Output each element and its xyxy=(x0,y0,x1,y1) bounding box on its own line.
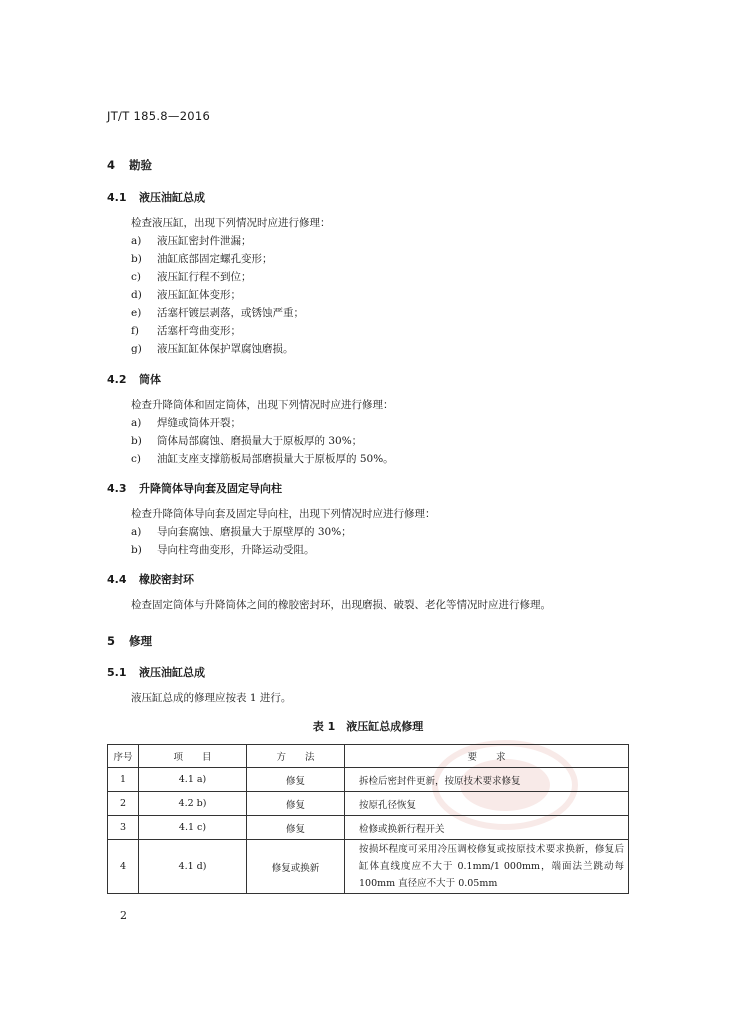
subsection-5-1-heading xyxy=(107,664,205,680)
list-text: 活塞杆弯曲变形； xyxy=(157,325,241,337)
subsection-number: 4.3 xyxy=(107,482,127,495)
list-text: 液压缸密封件泄漏； xyxy=(157,235,252,247)
list-marker: a) xyxy=(131,235,142,247)
list-marker: a) xyxy=(131,417,142,429)
section-4-heading xyxy=(107,157,152,173)
list-item xyxy=(131,524,352,539)
header-cell-item: 项 目 xyxy=(139,745,247,768)
cell-method: 修复 xyxy=(247,792,345,816)
paragraph: 检查固定筒体与升降筒体之间的橡胶密封环，出现磨损、破裂、老化等情况时应进行修理。 xyxy=(131,599,551,611)
repair-table xyxy=(107,744,629,894)
cell-item: 4.1 c) xyxy=(139,816,247,840)
paragraph: 检查升降筒体导向套及固定导向柱，出现下列情况时应进行修理： xyxy=(131,508,436,520)
table-row xyxy=(108,816,629,840)
list-text: 油缸底部固定螺孔变形； xyxy=(157,253,273,265)
list-text: 液压缸行程不到位； xyxy=(157,271,252,283)
subsection-title: 升降筒体导向套及固定导向柱 xyxy=(139,482,282,495)
table-row xyxy=(108,792,629,816)
list-item xyxy=(131,451,394,466)
standard-code: JT/T 185.8—2016 xyxy=(107,109,211,123)
header-cell-no: 序号 xyxy=(108,745,139,768)
list-text: 油缸支座支撑筋板局部磨损量大于原板厚的 50%。 xyxy=(157,453,394,465)
cell-requirement: 拆检后密封件更新，按原技术要求修复 xyxy=(345,768,629,792)
subsection-title: 液压油缸总成 xyxy=(139,191,205,204)
subsection-title: 筒体 xyxy=(139,373,161,386)
header-cell-method: 方 法 xyxy=(247,745,345,768)
cell-method: 修复 xyxy=(247,768,345,792)
list-marker: e) xyxy=(131,307,142,319)
cell-item: 4.1 d) xyxy=(139,840,247,894)
subsection-4-1-heading xyxy=(107,189,205,205)
subsection-4-2-heading xyxy=(107,371,161,387)
list-marker: b) xyxy=(131,544,142,556)
cell-method: 修复或换新 xyxy=(247,840,345,894)
page-number: 2 xyxy=(120,909,127,922)
cell-requirement: 检修或换新行程开关 xyxy=(345,816,629,840)
cell-no: 2 xyxy=(108,792,139,816)
table-title: 表 1 液压缸总成修理 xyxy=(312,720,424,733)
list-text: 活塞杆镀层剥落，或锈蚀严重； xyxy=(157,307,304,319)
list-item xyxy=(131,433,362,448)
list-item xyxy=(131,251,273,266)
table-row xyxy=(108,840,629,894)
list-item xyxy=(131,287,241,302)
list-text: 导向套腐蚀、磨损量大于原壁厚的 30%； xyxy=(157,526,352,538)
list-text: 焊缝或筒体开裂； xyxy=(157,417,241,429)
subsection-number: 5.1 xyxy=(107,666,127,679)
header-cell-requirement: 要 求 xyxy=(345,745,629,768)
list-marker: a) xyxy=(131,526,142,538)
cell-no: 3 xyxy=(108,816,139,840)
cell-method: 修复 xyxy=(247,816,345,840)
table-header-row xyxy=(108,745,629,768)
list-item xyxy=(131,341,294,356)
list-text: 液压缸缸体变形； xyxy=(157,289,241,301)
paragraph: 检查升降筒体和固定筒体，出现下列情况时应进行修理： xyxy=(131,399,394,411)
cell-item: 4.1 a) xyxy=(139,768,247,792)
list-marker: b) xyxy=(131,435,142,447)
list-item xyxy=(131,323,241,338)
list-item xyxy=(131,415,241,430)
subsection-title: 橡胶密封环 xyxy=(139,573,194,586)
list-text: 筒体局部腐蚀、磨损量大于原板厚的 30%； xyxy=(157,435,363,447)
list-marker: c) xyxy=(131,271,141,283)
cell-item: 4.2 b) xyxy=(139,792,247,816)
subsection-number: 4.1 xyxy=(107,191,127,204)
paragraph: 液压缸总成的修理应按表 1 进行。 xyxy=(131,692,292,704)
section-number: 4 xyxy=(107,158,116,172)
section-5-heading xyxy=(107,633,152,649)
subsection-4-3-heading xyxy=(107,480,282,496)
list-text: 液压缸缸体保护罩腐蚀磨损。 xyxy=(157,343,294,355)
list-item xyxy=(131,233,252,248)
section-title: 勘验 xyxy=(129,158,152,172)
list-item xyxy=(131,305,304,320)
list-item xyxy=(131,269,252,284)
subsection-number: 4.2 xyxy=(107,373,127,386)
list-marker: c) xyxy=(131,453,141,465)
list-marker: f) xyxy=(131,325,139,337)
list-text: 导向柱弯曲变形，升降运动受阻。 xyxy=(157,544,315,556)
table-row xyxy=(108,768,629,792)
cell-no: 1 xyxy=(108,768,139,792)
cell-requirement: 按原孔径恢复 xyxy=(345,792,629,816)
cell-requirement: 按损坏程度可采用冷压调校修复或按原技术要求换新，修复后缸体直线度应不大于 0.1mm/1 000mm，端面法兰跳动每 100mm 直径应不大于 0.05mm xyxy=(345,840,629,894)
subsection-4-4-heading xyxy=(107,571,194,587)
subsection-number: 4.4 xyxy=(107,573,127,586)
section-number: 5 xyxy=(107,634,116,648)
section-title: 修理 xyxy=(129,634,152,648)
paragraph: 检查液压缸，出现下列情况时应进行修理： xyxy=(131,217,331,229)
list-marker: g) xyxy=(131,343,142,355)
list-marker: d) xyxy=(131,289,142,301)
subsection-title: 液压油缸总成 xyxy=(139,666,205,679)
cell-no: 4 xyxy=(108,840,139,894)
list-item xyxy=(131,542,315,557)
list-marker: b) xyxy=(131,253,142,265)
